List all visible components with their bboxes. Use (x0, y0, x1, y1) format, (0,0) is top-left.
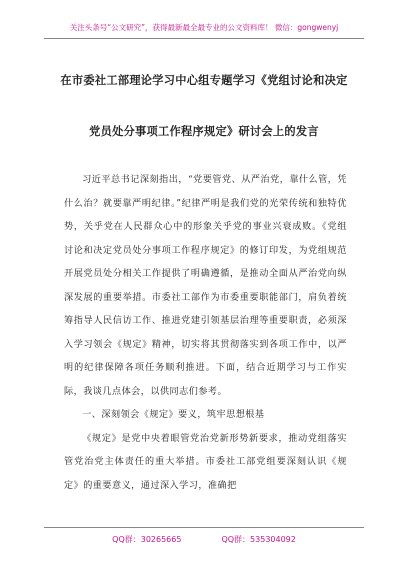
document-body (64, 169, 347, 498)
document-title-line-1: 在市委社工部理论学习中心组专题学习《党组讨论和决定 (60, 73, 348, 87)
header-divider (44, 38, 364, 39)
footer-qq-group-1: QQ群：30265665 (112, 535, 182, 544)
footer (0, 534, 408, 545)
footer-divider (44, 527, 364, 528)
document-title-line-2: 党员处分事项工作程序规定》研讨会上的发言 (89, 124, 319, 138)
section-heading: 一、深刻领会《规定》要义，筑牢思想根基 (82, 410, 265, 420)
footer-qq-group-2: QQ群：535304092 (221, 535, 296, 544)
header-banner: 关注头条号“公文研究”，获得最新最全最专业的公文资料库！ 微信：gongwenyj (69, 23, 339, 32)
body-paragraph: 习近平总书记深刻指出，“党要管党、从严治党，靠什么管，凭什么治？就要靠严明纪律。”纪律严明是我们党的光荣传统和独特优势，关乎党在人民群众心中的形象关乎党的事业兴衰成败。《党组讨论和决定党员处分事项工作程序规定》的修订印发，为党组规范开展党员处分相关工作提供了明确遵循，是推动全面从严治党向纵深发展的重要举措。市委社工部作为市委重要职能部门，肩负着统筹指导人民信访工作、推进党建引领基层治理等重要职责，必须深入学习领会《规定》精神，切实将其贯彻落实到各项工作中，以严明的纪律保障各项任务顺利推进。下面，结合近期学习与工作实际，我谈几点体会，以供同志们参考。 (64, 175, 347, 397)
body-paragraph: 《规定》是党中央着眼管党治党新形势新要求，推动党组落实管党治党主体责任的重大举措。市委社工部党组要深刻认识《规定》的重要意义，通过深入学习，准确把 (64, 433, 347, 491)
